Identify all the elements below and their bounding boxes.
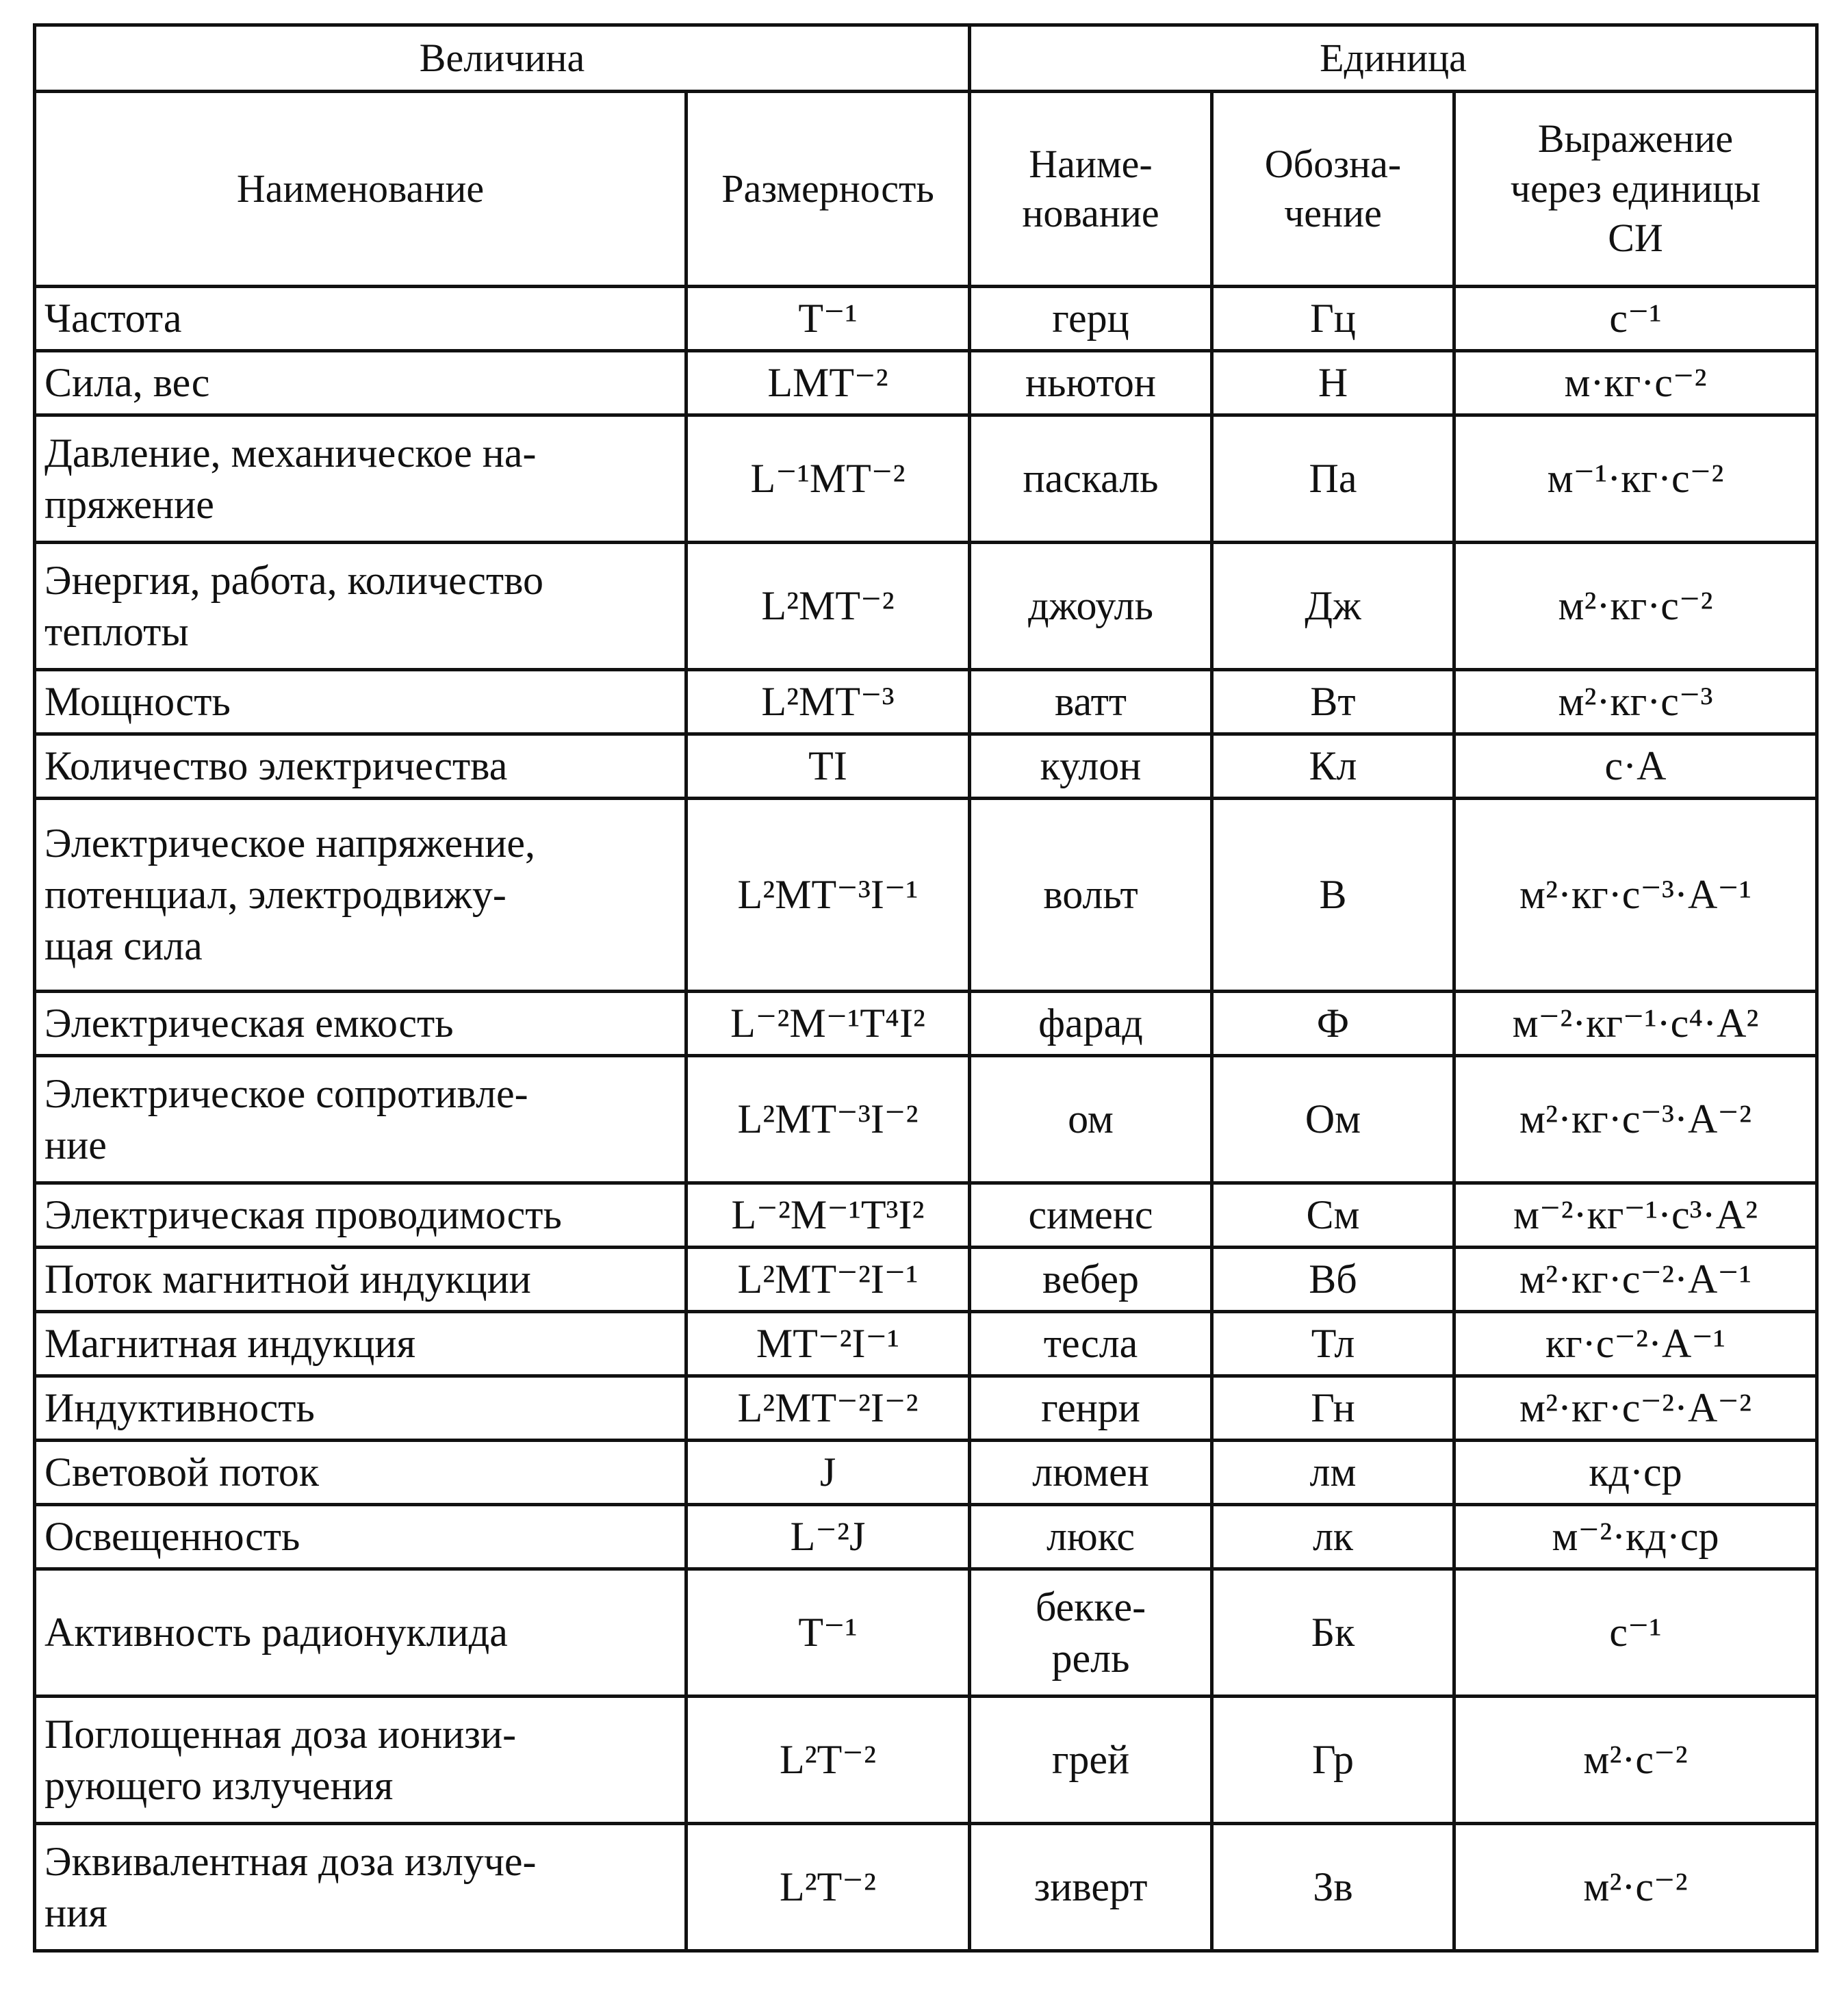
unit-symbol: лм — [1212, 1441, 1454, 1505]
quantity-dimension: L²MT⁻³I⁻² — [686, 1056, 970, 1183]
quantity-dimension: J — [686, 1441, 970, 1505]
unit-name: джоуль — [970, 543, 1212, 670]
quantity-dimension: TI — [686, 734, 970, 799]
unit-name: ватт — [970, 670, 1212, 734]
table-row — [35, 1376, 1817, 1441]
quantity-dimension: L²MT⁻³I⁻¹ — [686, 799, 970, 992]
table-row — [35, 543, 1817, 670]
quantity-name: Частота — [35, 287, 686, 351]
quantity-dimension: T⁻¹ — [686, 1569, 970, 1697]
table-row — [35, 287, 1817, 351]
unit-name: фарад — [970, 992, 1212, 1056]
unit-si-expression: м²·кг·с⁻²·А⁻² — [1454, 1376, 1817, 1441]
quantity-dimension: L²T⁻² — [686, 1697, 970, 1824]
table-row — [35, 1441, 1817, 1505]
unit-si-expression: м²·кг·с⁻² — [1454, 543, 1817, 670]
unit-symbol: Ом — [1212, 1056, 1454, 1183]
quantity-dimension: T⁻¹ — [686, 287, 970, 351]
table-row — [35, 670, 1817, 734]
header-group-unit: Единица — [970, 25, 1817, 92]
unit-symbol: Гн — [1212, 1376, 1454, 1441]
unit-name: люкс — [970, 1505, 1212, 1569]
quantity-dimension: L²MT⁻²I⁻² — [686, 1376, 970, 1441]
header-group-quantity: Величина — [35, 25, 970, 92]
table-row — [35, 1183, 1817, 1248]
unit-name: грей — [970, 1697, 1212, 1824]
unit-si-expression: м²·кг·с⁻³ — [1454, 670, 1817, 734]
unit-si-expression: м⁻²·кд·ср — [1454, 1505, 1817, 1569]
quantity-dimension: L⁻²M⁻¹T⁴I² — [686, 992, 970, 1056]
quantity-name: Освещенность — [35, 1505, 686, 1569]
unit-symbol: Тл — [1212, 1312, 1454, 1376]
unit-symbol: Кл — [1212, 734, 1454, 799]
unit-si-expression: м²·кг·с⁻³·А⁻² — [1454, 1056, 1817, 1183]
unit-si-expression: с⁻¹ — [1454, 287, 1817, 351]
quantity-name: Электрическое напряжение, потенциал, электродвижу- щая сила — [35, 799, 686, 992]
header-dimension: Размерность — [686, 92, 970, 287]
quantity-dimension: L⁻¹MT⁻² — [686, 415, 970, 543]
table-row — [35, 1312, 1817, 1376]
header-unit-name: Наиме- нование — [970, 92, 1212, 287]
table-row — [35, 799, 1817, 992]
unit-si-expression: м²·с⁻² — [1454, 1824, 1817, 1951]
quantity-name: Поток магнитной индукции — [35, 1248, 686, 1312]
table-row — [35, 734, 1817, 799]
table-row — [35, 1056, 1817, 1183]
unit-name: паскаль — [970, 415, 1212, 543]
unit-name: тесла — [970, 1312, 1212, 1376]
unit-name: ньютон — [970, 351, 1212, 415]
unit-symbol: Н — [1212, 351, 1454, 415]
unit-si-expression: кд·ср — [1454, 1441, 1817, 1505]
quantity-name: Активность радионуклида — [35, 1569, 686, 1697]
unit-symbol: Зв — [1212, 1824, 1454, 1951]
quantity-dimension: L²MT⁻²I⁻¹ — [686, 1248, 970, 1312]
table-row — [35, 1824, 1817, 1951]
units-table-wrapper — [33, 23, 1815, 1953]
unit-symbol: Гц — [1212, 287, 1454, 351]
si-derived-units-table — [33, 23, 1819, 1953]
header-symbol: Обозна- чение — [1212, 92, 1454, 287]
unit-symbol: Гр — [1212, 1697, 1454, 1824]
quantity-dimension: LMT⁻² — [686, 351, 970, 415]
unit-name: вебер — [970, 1248, 1212, 1312]
unit-name: генри — [970, 1376, 1212, 1441]
unit-name: люмен — [970, 1441, 1212, 1505]
table-row — [35, 992, 1817, 1056]
unit-name: кулон — [970, 734, 1212, 799]
unit-si-expression: м⁻¹·кг·с⁻² — [1454, 415, 1817, 543]
unit-symbol: Па — [1212, 415, 1454, 543]
unit-si-expression: м·кг·с⁻² — [1454, 351, 1817, 415]
quantity-name: Поглощенная доза ионизи- рующего излучения — [35, 1697, 686, 1824]
unit-si-expression: м⁻²·кг⁻¹·с⁴·А² — [1454, 992, 1817, 1056]
quantity-name: Электрическое сопротивле- ние — [35, 1056, 686, 1183]
unit-symbol: См — [1212, 1183, 1454, 1248]
unit-symbol: В — [1212, 799, 1454, 992]
unit-name: герц — [970, 287, 1212, 351]
header-si-expression: Выражение через единицы СИ — [1454, 92, 1817, 287]
unit-si-expression: м²·кг·с⁻³·А⁻¹ — [1454, 799, 1817, 992]
quantity-name: Энергия, работа, количество теплоты — [35, 543, 686, 670]
quantity-dimension: L²MT⁻³ — [686, 670, 970, 734]
quantity-name: Давление, механическое на- пряжение — [35, 415, 686, 543]
table-row — [35, 1248, 1817, 1312]
unit-si-expression: м²·кг·с⁻²·А⁻¹ — [1454, 1248, 1817, 1312]
unit-name: зиверт — [970, 1824, 1212, 1951]
unit-symbol: Вб — [1212, 1248, 1454, 1312]
unit-symbol: Дж — [1212, 543, 1454, 670]
unit-si-expression: кг·с⁻²·А⁻¹ — [1454, 1312, 1817, 1376]
unit-name: ом — [970, 1056, 1212, 1183]
table-row — [35, 1569, 1817, 1697]
unit-symbol: Вт — [1212, 670, 1454, 734]
unit-name: беккe- рель — [970, 1569, 1212, 1697]
quantity-name: Эквивалентная доза излуче- ния — [35, 1824, 686, 1951]
quantity-name: Мощность — [35, 670, 686, 734]
table-row — [35, 1505, 1817, 1569]
quantity-name: Электрическая емкость — [35, 992, 686, 1056]
table-row — [35, 1697, 1817, 1824]
unit-si-expression: м⁻²·кг⁻¹·с³·А² — [1454, 1183, 1817, 1248]
table-row — [35, 415, 1817, 543]
table-row — [35, 351, 1817, 415]
unit-name: сименс — [970, 1183, 1212, 1248]
quantity-name: Электрическая проводимость — [35, 1183, 686, 1248]
quantity-name: Световой поток — [35, 1441, 686, 1505]
unit-symbol: Ф — [1212, 992, 1454, 1056]
quantity-name: Индуктивность — [35, 1376, 686, 1441]
table-body — [35, 287, 1817, 1951]
quantity-name: Сила, вес — [35, 351, 686, 415]
quantity-dimension: L⁻²J — [686, 1505, 970, 1569]
unit-si-expression: с·А — [1454, 734, 1817, 799]
unit-si-expression: м²·с⁻² — [1454, 1697, 1817, 1824]
quantity-dimension: L²T⁻² — [686, 1824, 970, 1951]
quantity-name: Магнитная индукция — [35, 1312, 686, 1376]
quantity-name: Количество электричества — [35, 734, 686, 799]
unit-name: вольт — [970, 799, 1212, 992]
unit-symbol: лк — [1212, 1505, 1454, 1569]
unit-symbol: Бк — [1212, 1569, 1454, 1697]
unit-si-expression: с⁻¹ — [1454, 1569, 1817, 1697]
quantity-dimension: MT⁻²I⁻¹ — [686, 1312, 970, 1376]
quantity-dimension: L²MT⁻² — [686, 543, 970, 670]
quantity-dimension: L⁻²M⁻¹T³I² — [686, 1183, 970, 1248]
header-name: Наименование — [35, 92, 686, 287]
